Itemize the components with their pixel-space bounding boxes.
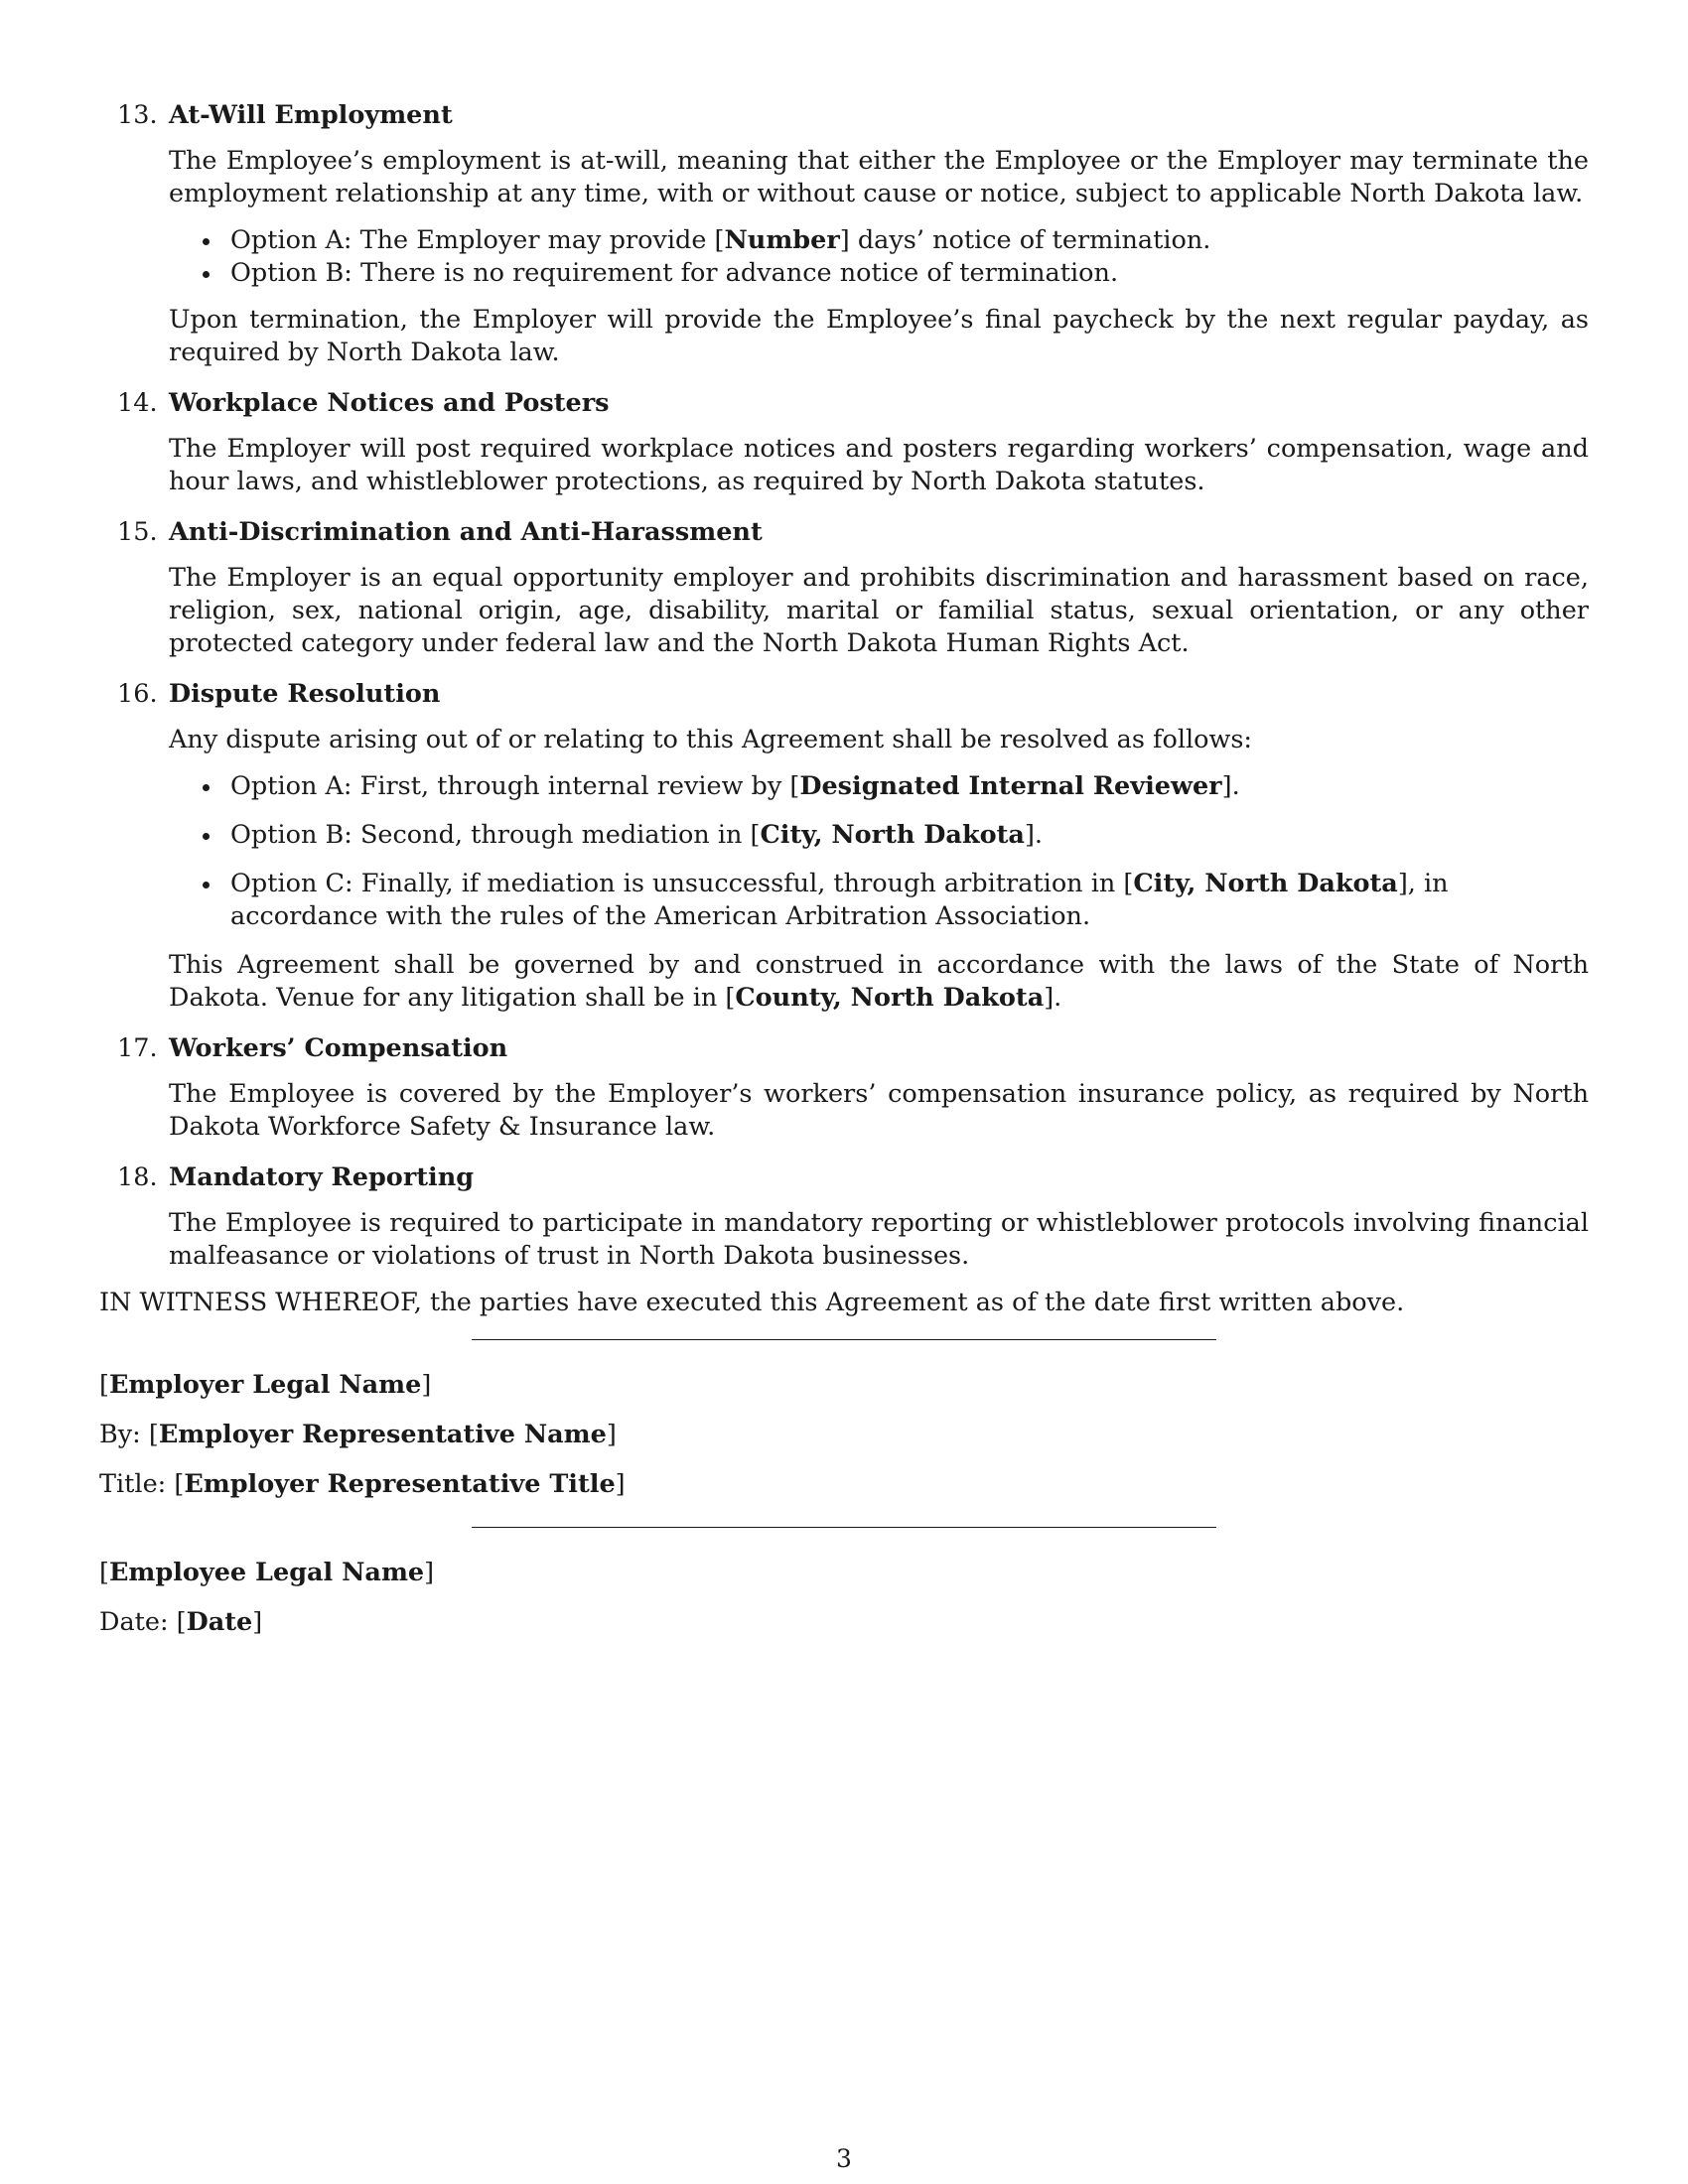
section-title: Dispute Resolution bbox=[169, 679, 441, 709]
placeholder-city: City, North Dakota bbox=[1133, 869, 1398, 898]
section-paragraph: The Employee is covered by the Employer’s workers’ compensation insurance policy, as required by North Dakota Workforce Safety & Insurance law. bbox=[169, 1079, 1589, 1142]
page-number: 3 bbox=[836, 2144, 852, 2173]
section-number: 14. bbox=[117, 388, 158, 418]
employer-title-row: Title: [Employer Representative Title] bbox=[99, 1469, 626, 1499]
option-item: Option C: Finally, if mediation is unsuccessful, through arbitration in [City, North Dakota], in accordance with the rules of the American Arbitration Association. bbox=[169, 868, 1589, 933]
section-title: Workplace Notices and Posters bbox=[169, 388, 610, 418]
section-title: At-Will Employment bbox=[169, 100, 453, 130]
employer-legal-name: Employer Legal Name bbox=[108, 1370, 422, 1400]
section-heading bbox=[99, 674, 1589, 714]
section-mandatory-reporting bbox=[99, 1158, 1589, 1273]
date-label: Date: bbox=[99, 1607, 169, 1637]
placeholder-number: Number bbox=[724, 225, 840, 255]
section-paragraph: The Employee’s employment is at-will, meaning that either the Employee or the Employer may terminate the employment relationship at any time, with or without cause or notice, subject to applicable North Dakota law. bbox=[169, 146, 1589, 208]
option-item: Option A: The Employer may provide [Number] days’ notice of termination. bbox=[169, 224, 1589, 257]
section-paragraph: The Employer is an equal opportunity employer and prohibits discrimination and harassment based on race, religion, sex, national origin, age, disability, marital or familial status, sexual orientation, or any other protected category under federal law and the North Dakota Human Rights Act. bbox=[169, 563, 1589, 658]
document-page bbox=[99, 95, 1589, 1647]
section-paragraph: Any dispute arising out of or relating to this Agreement shall be resolved as follows: bbox=[169, 725, 1252, 754]
employer-rep-row: By: [Employer Representative Name] bbox=[99, 1420, 617, 1449]
section-heading bbox=[99, 383, 1589, 423]
option-item: Option B: Second, through mediation in [City, North Dakota]. bbox=[169, 819, 1589, 852]
employer-signature-line bbox=[472, 1339, 1216, 1340]
section-paragraph: Upon termination, the Employer will provide the Employee’s final paycheck by the next regular payday, as required by North Dakota law. bbox=[169, 305, 1589, 367]
employee-name-row: [Employee Legal Name] bbox=[99, 1558, 435, 1587]
employer-name-row: [Employer Legal Name] bbox=[99, 1370, 432, 1400]
section-paragraph: This Agreement shall be governed by and construed in accordance with the laws of the State of North Dakota. Venue for any litigation shall be in [County, North Dakota]. bbox=[169, 950, 1589, 1013]
option-item: Option A: First, through internal review by [Designated Internal Reviewer]. bbox=[169, 770, 1589, 803]
placeholder-city: City, North Dakota bbox=[760, 820, 1025, 850]
section-heading bbox=[99, 95, 1589, 135]
placeholder-county: County, North Dakota bbox=[735, 983, 1045, 1013]
section-workers-compensation bbox=[99, 1028, 1589, 1144]
title-label: Title: bbox=[99, 1469, 167, 1499]
section-number: 18. bbox=[117, 1162, 158, 1192]
placeholder-reviewer: Designated Internal Reviewer bbox=[799, 771, 1222, 801]
employer-rep-title: Employer Representative Title bbox=[184, 1469, 616, 1499]
section-paragraph: The Employer will post required workplace notices and posters regarding workers’ compensation, wage and hour laws, and whistleblower protections, as required by North Dakota statutes. bbox=[169, 434, 1589, 496]
section-paragraph: The Employee is required to participate in mandatory reporting or whistleblower protocols involving financial malfeasance or violations of trust in North Dakota businesses. bbox=[169, 1208, 1589, 1271]
section-number: 13. bbox=[117, 100, 158, 130]
section-heading bbox=[99, 512, 1589, 552]
section-number: 17. bbox=[117, 1033, 158, 1063]
option-item: Option B: There is no requirement for advance notice of termination. bbox=[169, 257, 1589, 290]
section-number: 15. bbox=[117, 517, 158, 547]
employee-date: Date bbox=[186, 1607, 253, 1637]
section-heading bbox=[99, 1028, 1589, 1068]
employee-signature-line bbox=[472, 1527, 1216, 1528]
section-workplace-notices bbox=[99, 383, 1589, 498]
section-title: Mandatory Reporting bbox=[169, 1162, 475, 1192]
employee-legal-name: Employee Legal Name bbox=[108, 1558, 425, 1587]
section-dispute-resolution bbox=[99, 674, 1589, 1015]
section-at-will-employment bbox=[99, 95, 1589, 369]
section-heading bbox=[99, 1158, 1589, 1197]
witness-clause: IN WITNESS WHEREOF, the parties have executed this Agreement as of the date first written above. bbox=[99, 1288, 1405, 1317]
section-anti-discrimination bbox=[99, 512, 1589, 660]
section-title: Workers’ Compensation bbox=[169, 1033, 508, 1063]
employer-rep-name: Employer Representative Name bbox=[158, 1420, 607, 1449]
option-list bbox=[169, 224, 1589, 290]
section-number: 16. bbox=[117, 679, 158, 709]
by-label: By: bbox=[99, 1420, 141, 1449]
option-list bbox=[169, 770, 1589, 933]
employee-date-row: Date: [Date] bbox=[99, 1607, 263, 1637]
section-title: Anti-Discrimination and Anti-Harassment bbox=[169, 517, 763, 547]
